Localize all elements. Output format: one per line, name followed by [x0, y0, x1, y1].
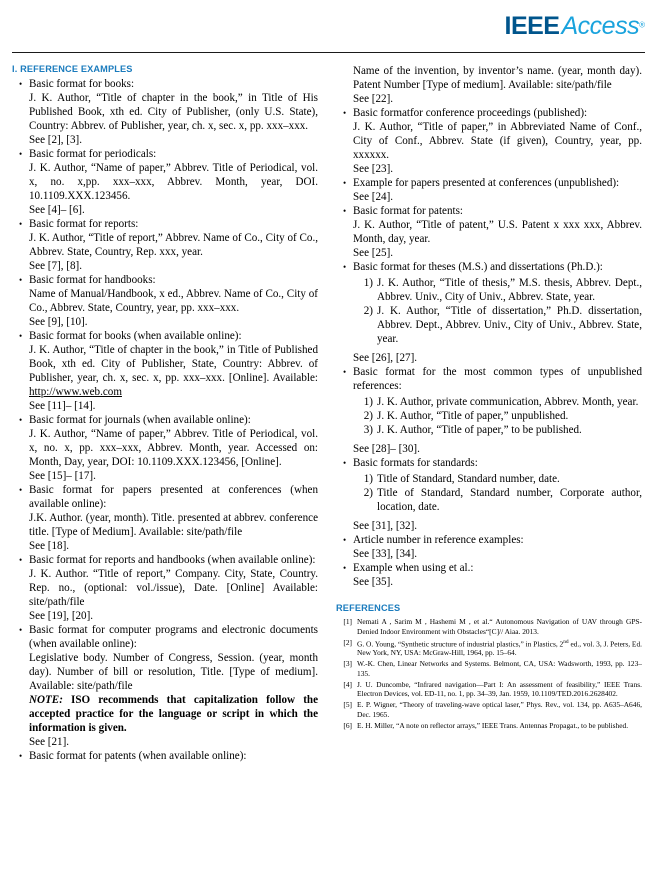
example-see-reference: See [23].: [353, 163, 394, 175]
example-label: • Basic format for books (when available online):: [29, 330, 242, 342]
reference-text: W.-K. Chen, Linear Networks and Systems. Belmont, CA, USA: Wadsworth, 1993, pp. 123–135.: [357, 659, 642, 678]
sub-list-item: [353, 409, 642, 423]
sub-item-text: J. K. Author, “Title of paper,” to be published.: [377, 424, 582, 436]
example-label: • Basic format for periodicals:: [29, 148, 157, 160]
sub-list-item: [353, 423, 642, 437]
sub-item-number: 2): [363, 410, 373, 422]
note-keyword: NOTE:: [29, 694, 63, 706]
example-see-reference: See [33], [34].: [353, 548, 418, 560]
list-item: [336, 176, 642, 204]
sub-item-text: J. K. Author, private communication, Abbrev. Month, year.: [377, 396, 639, 408]
right-examples-list: [336, 106, 642, 589]
example-see-reference: See [2], [3].: [29, 134, 82, 146]
list-item: [336, 204, 642, 260]
example-label: • Basic formatfor conference proceedings (published):: [353, 107, 588, 119]
example-sub-list: [353, 472, 642, 514]
right-column: [336, 64, 642, 876]
example-label: • Basic format for reports and handbooks (when available online):: [29, 554, 316, 566]
list-item: [12, 483, 318, 553]
example-label: • Basic format for computer programs and electronic documents (when available online):: [29, 624, 318, 650]
example-body: J. K. Author. “Title of report,” Company. City, State, Country. Rep. no., (optional: vol./issue), Date. [Online] Available: site/path/file: [29, 568, 318, 608]
list-item: [336, 561, 642, 589]
reference-item: [336, 638, 642, 658]
reference-item: [336, 700, 642, 719]
sub-list-item: [353, 395, 642, 409]
continued-body: Name of the invention, by inventor’s name. (year, month day). Patent Number [Type of medium]. Available: site/path/file: [353, 65, 642, 91]
example-see-reference: See [28]– [30].: [353, 443, 420, 455]
sub-item-number: 1): [363, 473, 373, 485]
sub-item-number: 3): [363, 424, 373, 436]
reference-text: J. U. Duncombe, “Infrared navigation—Part I: An assessment of feasibility,” IEEE Trans. Electron Devices, vol. ED-11, no. 1, pp. 34–39, Jan. 1959, 10.1109/TED.2016.2628402.: [357, 679, 642, 699]
list-item: [12, 329, 318, 413]
sub-item-number: 1): [363, 396, 373, 408]
sub-item-text: Title of Standard, Standard number, Corporate author, location, date.: [377, 487, 642, 513]
continued-see-reference: See [22].: [353, 93, 394, 105]
header-divider-rule: [12, 52, 645, 53]
example-body: Legislative body. Number of Congress, Session. (year, month day). Number of bill or resolution, Title. [Type of medium]. Available: site/path/file: [29, 652, 318, 692]
example-body: J. K. Author, “Title of report,” Abbrev. Name of Co., City of Co., Abbrev. State, Country, Rep. xxx, year.: [29, 232, 318, 258]
reference-text: E. H. Miller, “A note on reflector arrays,” IEEE Trans. Antennas Propagat., to be published.: [357, 720, 629, 730]
example-sub-list: [353, 395, 642, 437]
example-label: • Article number in reference examples:: [353, 534, 524, 546]
sub-item-number: 2): [363, 487, 373, 499]
sub-list-item: [353, 486, 642, 514]
list-item: [336, 260, 642, 365]
list-item: [12, 553, 318, 623]
sub-list-item: [353, 472, 642, 486]
list-item: [12, 147, 318, 217]
example-label: • Basic format for journals (when available online):: [29, 414, 251, 426]
example-body-text: J. K. Author, “Title of chapter in the book,” in Title of Published Book, xth ed. City of Publisher, State, Country: Abbrev. of Publisher, year, ch. x, sec. x, pp. xxx–xxx. [Online]. Available:: [29, 344, 318, 384]
example-see-reference: See [24].: [353, 191, 394, 203]
example-label: • Basic format for papers presented at conferences (when available online):: [29, 484, 318, 510]
note-text: ISO recommends that capitalization follow the accepted practice for the language or script in which the information is given.: [29, 694, 318, 734]
reference-text: G. O. Young, “Synthetic structure of industrial plastics,” in Plastics, 2: [357, 638, 564, 648]
logo-access-text: Access: [561, 12, 640, 40]
example-see-reference: See [35].: [353, 576, 394, 588]
page-header: [0, 0, 657, 58]
list-item: [336, 106, 642, 176]
example-label: • Basic format for handbooks:: [29, 274, 156, 286]
reference-number: [1]: [343, 617, 352, 626]
example-see-reference: See [21].: [29, 736, 70, 748]
example-see-reference: See [31], [32].: [353, 520, 418, 532]
list-item: [12, 623, 318, 749]
example-see-reference: See [4]– [6].: [29, 204, 85, 216]
reference-text-cont: ed., vol. 3, J. Peters, Ed. New York, NY, USA: McGraw-Hill, 1964, pp. 15–64.: [357, 638, 642, 658]
reference-text: Nemati A , Sarim M , Hashemi M , et al.“ Autonomous Navigation of UAV through GPS-Denied Indoor Environment with Obstacles“[C]// Aiaa. 2013.: [357, 617, 642, 636]
example-sub-list: [353, 276, 642, 346]
reference-number: [3]: [343, 659, 352, 669]
example-label: • Example for papers presented at conferences (unpublished):: [353, 177, 620, 189]
sub-item-text: J. K. Author, “Title of dissertation,” Ph.D. dissertation, Abbrev. Dept., Abbrev. Univ., City of Univ., Abbrev. State, year.: [377, 305, 642, 345]
references-list: [336, 617, 642, 730]
reference-item: [336, 680, 642, 699]
example-see-reference: See [25].: [353, 247, 394, 259]
example-label: • Basic format for the most common types of unpublished references:: [353, 366, 642, 392]
list-item: [12, 77, 318, 147]
list-item: [336, 365, 642, 456]
example-note: [29, 693, 318, 735]
section-heading-references: REFERENCES: [336, 603, 401, 613]
logo-ieee-text: IEEE: [504, 12, 560, 40]
reference-superscript: nd: [563, 638, 569, 645]
example-body: Name of Manual/Handbook, x ed., Abbrev. Name of Co., City of Co., Abbrev. State, Country, year, pp. xxx–xxx.: [29, 288, 318, 314]
example-label: • Basic format for theses (M.S.) and dissertations (Ph.D.):: [353, 261, 603, 273]
example-label: • Example when using et al.:: [353, 562, 474, 574]
example-body: [29, 343, 318, 399]
list-item: [12, 217, 318, 273]
example-body: J.K. Author. (year, month). Title. presented at abbrev. conference title. [Type of Medium]. Available: site/path/file: [29, 512, 318, 538]
logo-trademark-symbol: ®: [639, 20, 645, 30]
section-heading-reference-examples: I. REFERENCE EXAMPLES: [12, 64, 133, 74]
example-see-reference: See [7], [8].: [29, 260, 82, 272]
example-label: • Basic format for reports:: [29, 218, 139, 230]
sub-item-text: J. K. Author, “Title of paper,” unpublished.: [377, 410, 569, 422]
list-item: [336, 456, 642, 533]
example-body: J. K. Author, “Title of patent,” U.S. Patent x xxx xxx, Abbrev. Month, day, year.: [353, 219, 642, 245]
example-label: • Basic format for books:: [29, 78, 135, 90]
example-body: J. K. Author, “Name of paper,” Abbrev. Title of Periodical, vol. x, no. x, pp. xxx–xxx, Abbrev. Month, year. Accessed on: Month, Day, year, DOI: 10.1109.XXX.123456, [Online].: [29, 428, 318, 468]
reference-number: [4]: [343, 679, 352, 689]
reference-item: [336, 721, 642, 731]
sub-item-text: Title of Standard, Standard number, date.: [377, 473, 560, 485]
ieee-access-logo: [505, 14, 645, 39]
example-see-reference: See [15]– [17].: [29, 470, 96, 482]
sub-list-item: [353, 304, 642, 346]
example-body: J. K. Author, “Name of paper,” Abbrev. Title of Periodical, vol. x, no. x,pp. xxx–xxx, Abbrev. Month, year, DOI. 10.1109.XXX.123456.: [29, 162, 318, 202]
example-see-reference: See [26], [27].: [353, 352, 418, 364]
list-item: [12, 413, 318, 483]
sub-list-item: [353, 276, 642, 304]
two-column-body: [12, 64, 645, 876]
example-see-reference: See [11]– [14].: [29, 400, 96, 412]
reference-item: [336, 659, 642, 678]
reference-text: E. P. Wigner, “Theory of traveling-wave optical laser,” Phys. Rev., vol. 134, pp. A635–A646, Dec. 1965.: [357, 700, 642, 719]
reference-number: [2]: [343, 637, 352, 647]
sub-item-number: 1): [363, 277, 373, 289]
list-item: [12, 749, 318, 763]
example-label: • Basic format for patents:: [353, 205, 463, 217]
example-body-url[interactable]: http://www.web.com: [29, 386, 122, 398]
left-examples-list: [12, 77, 318, 763]
sub-item-text: J. K. Author, “Title of thesis,” M.S. thesis, Abbrev. Dept., Abbrev. Univ., City of Univ., Abbrev. State, year.: [377, 277, 642, 303]
reference-number: [5]: [343, 700, 352, 710]
example-body: J. K. Author, “Title of chapter in the book,” in Title of His Published Book, xth ed. City of Publisher, (only U.S. State), Country: Abbrev. of Publisher, year, ch. x, sec. x, pp. xxx–xxx.: [29, 92, 318, 132]
list-item: [336, 533, 642, 561]
example-label: • Basic formats for standards:: [353, 457, 478, 469]
example-label: • Basic format for patents (when available online):: [29, 750, 247, 762]
example-see-reference: See [18].: [29, 540, 70, 552]
example-body: J. K. Author, “Title of paper,” in Abbreviated Name of Conf., City of Conf., Abbrev. State (if given), Country, year, pp. xxxxxx.: [353, 121, 642, 161]
example-see-reference: See [19], [20].: [29, 610, 94, 622]
reference-item: [336, 617, 642, 636]
sub-item-number: 2): [363, 305, 373, 317]
list-item: [12, 273, 318, 329]
reference-number: [6]: [343, 720, 352, 730]
left-column: [12, 64, 318, 876]
example-see-reference: See [9], [10].: [29, 316, 88, 328]
continued-entry: [336, 64, 642, 106]
